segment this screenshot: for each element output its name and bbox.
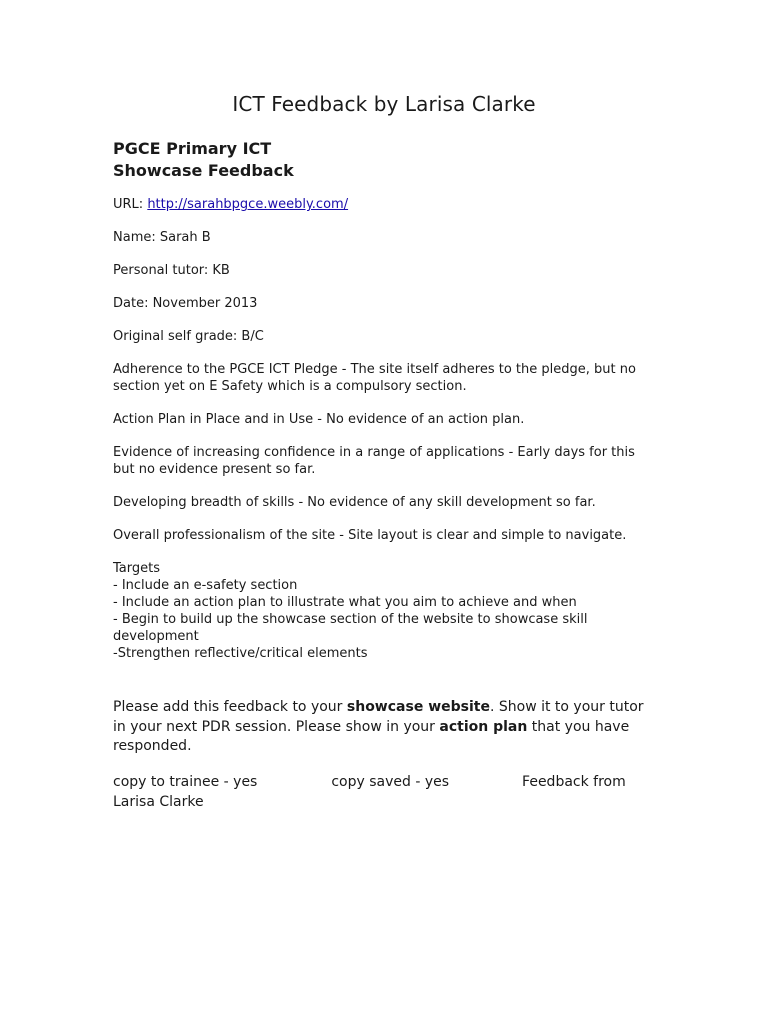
target-item: - Include an e-safety section	[113, 578, 298, 593]
copy-saved: copy saved - yes	[331, 773, 450, 790]
evidence-paragraph: Evidence of increasing confidence in a range of applications - Early days for this but no evidence present so far.	[113, 445, 635, 477]
targets-heading: Targets	[113, 561, 160, 576]
section-heading	[113, 138, 658, 182]
closing-text: Please add this feedback to your	[113, 699, 347, 715]
heading-line-2: Showcase Feedback	[113, 161, 294, 180]
copy-to-trainee: copy to trainee - yes	[113, 773, 258, 790]
target-item: - Include an action plan to illustrate what you aim to achieve and when	[113, 595, 577, 610]
document-title: ICT Feedback by Larisa Clarke	[232, 92, 536, 116]
closing-paragraph	[113, 698, 658, 757]
target-item: -Strengthen reflective/critical elements	[113, 646, 368, 661]
action-plan-paragraph: Action Plan in Place and in Use - No evidence of an action plan.	[113, 412, 525, 427]
closing-text: that you have responded.	[113, 718, 630, 754]
url-line	[113, 196, 658, 213]
url-label: URL:	[113, 197, 148, 212]
targets-section	[113, 560, 658, 662]
adherence-paragraph: Adherence to the PGCE ICT Pledge - The site itself adheres to the pledge, but no section yet on E Safety which is a compulsory section.	[113, 362, 636, 394]
footer-line	[113, 772, 658, 812]
heading-line-1: PGCE Primary ICT	[113, 139, 272, 158]
date-line: Date: November 2013	[113, 296, 258, 311]
original-grade-line: Original self grade: B/C	[113, 329, 264, 344]
showcase-url-link[interactable]: http://sarahbpgce.weebly.com/	[147, 197, 349, 212]
document-body	[113, 138, 658, 812]
closing-text: . Show it to your tutor in your next PDR session. Please show in your	[113, 699, 644, 735]
feedback-from: Feedback from Larisa Clarke	[113, 773, 626, 810]
personal-tutor-line: Personal tutor: KB	[113, 263, 230, 278]
breadth-paragraph: Developing breadth of skills - No evidence of any skill development so far.	[113, 495, 596, 510]
closing-bold-showcase: showcase website	[346, 699, 490, 715]
name-line: Name: Sarah B	[113, 230, 211, 245]
professionalism-paragraph: Overall professionalism of the site - Site layout is clear and simple to navigate.	[113, 528, 627, 543]
closing-bold-action-plan: action plan	[439, 718, 528, 735]
target-item: - Begin to build up the showcase section of the website to showcase skill development	[113, 612, 588, 644]
